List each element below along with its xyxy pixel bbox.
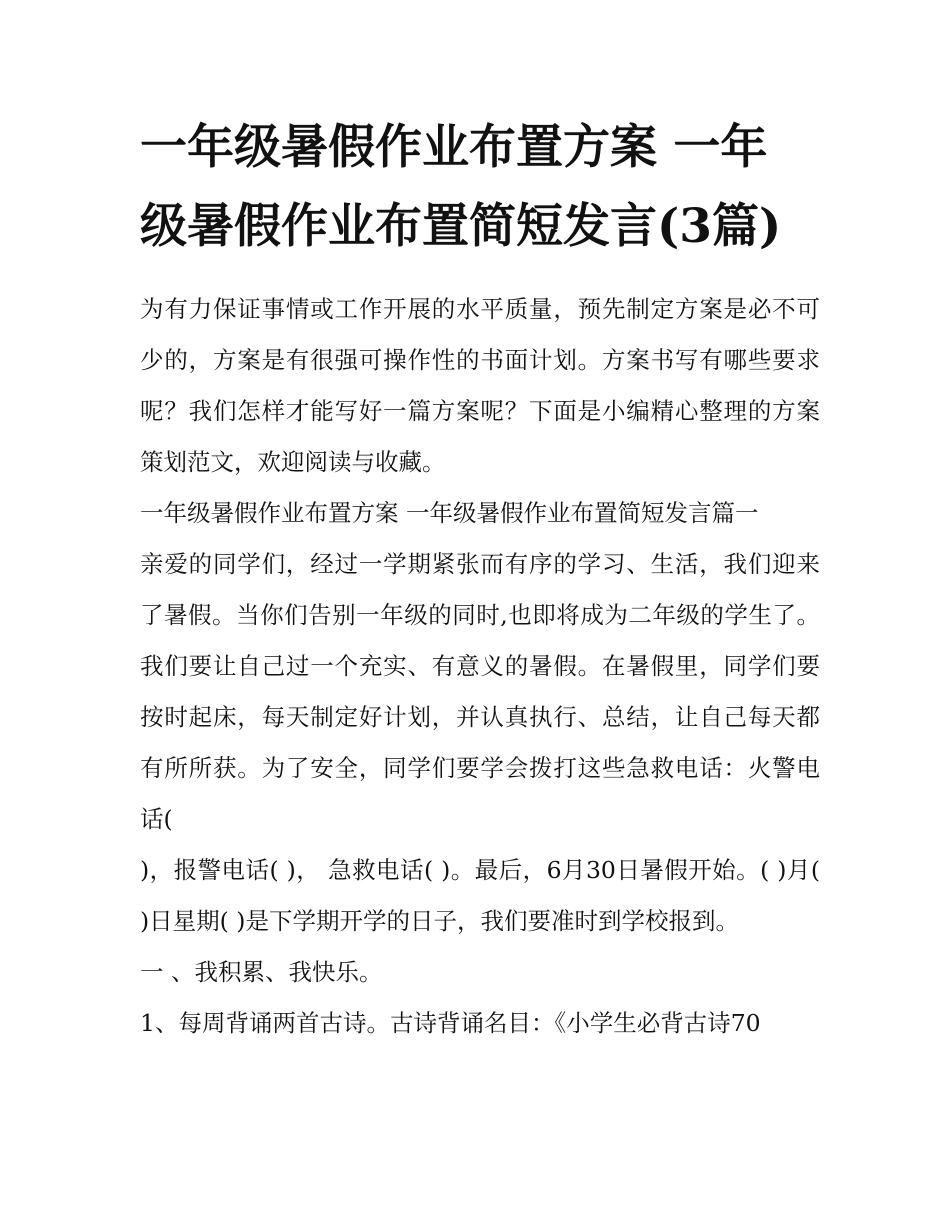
document-page — [140, 108, 820, 1049]
list-heading: 一 、我积累、我快乐。 — [140, 958, 383, 986]
document-body — [140, 284, 820, 1049]
document-title: 一年级暑假作业布置方案 一年级暑假作业布置简短发言(3篇) — [140, 120, 782, 254]
intro-paragraph: 为有力保证事情或工作开展的水平质量，预先制定方案是必不可少的，方案是有很强可操作性的书面计划。方案书写有哪些要求呢？我们怎样才能写好一篇方案呢？下面是小编精心整理的方案策划范文，欢迎阅读与收藏。 — [140, 295, 820, 476]
body-paragraph: 亲爱的同学们，经过一学期紧张而有序的学习、生活，我们迎来了暑假。当你们告别一年级的同时,也即将成为二年级的学生了。我们要让自己过一个充实、有意义的暑假。在暑假里，同学们要按时起床，每天制定好计划，并认真执行、总结，让自己每天都有所所获。为了安全，同学们要学会拨打这些急救电话：火警电话( — [140, 550, 820, 833]
body-paragraph: )，报警电话( )， 急救电话( )。最后，6月30日暑假开始。( )月( )日星期( )是下学期开学的日子，我们要准时到学校报到。 — [140, 856, 820, 935]
section-heading: 一年级暑假作业布置方案 一年级暑假作业布置简短发言篇一 — [140, 499, 759, 527]
list-item: 1、每周背诵两首古诗。古诗背诵名目：《小学生必背古诗70 — [140, 1009, 761, 1037]
